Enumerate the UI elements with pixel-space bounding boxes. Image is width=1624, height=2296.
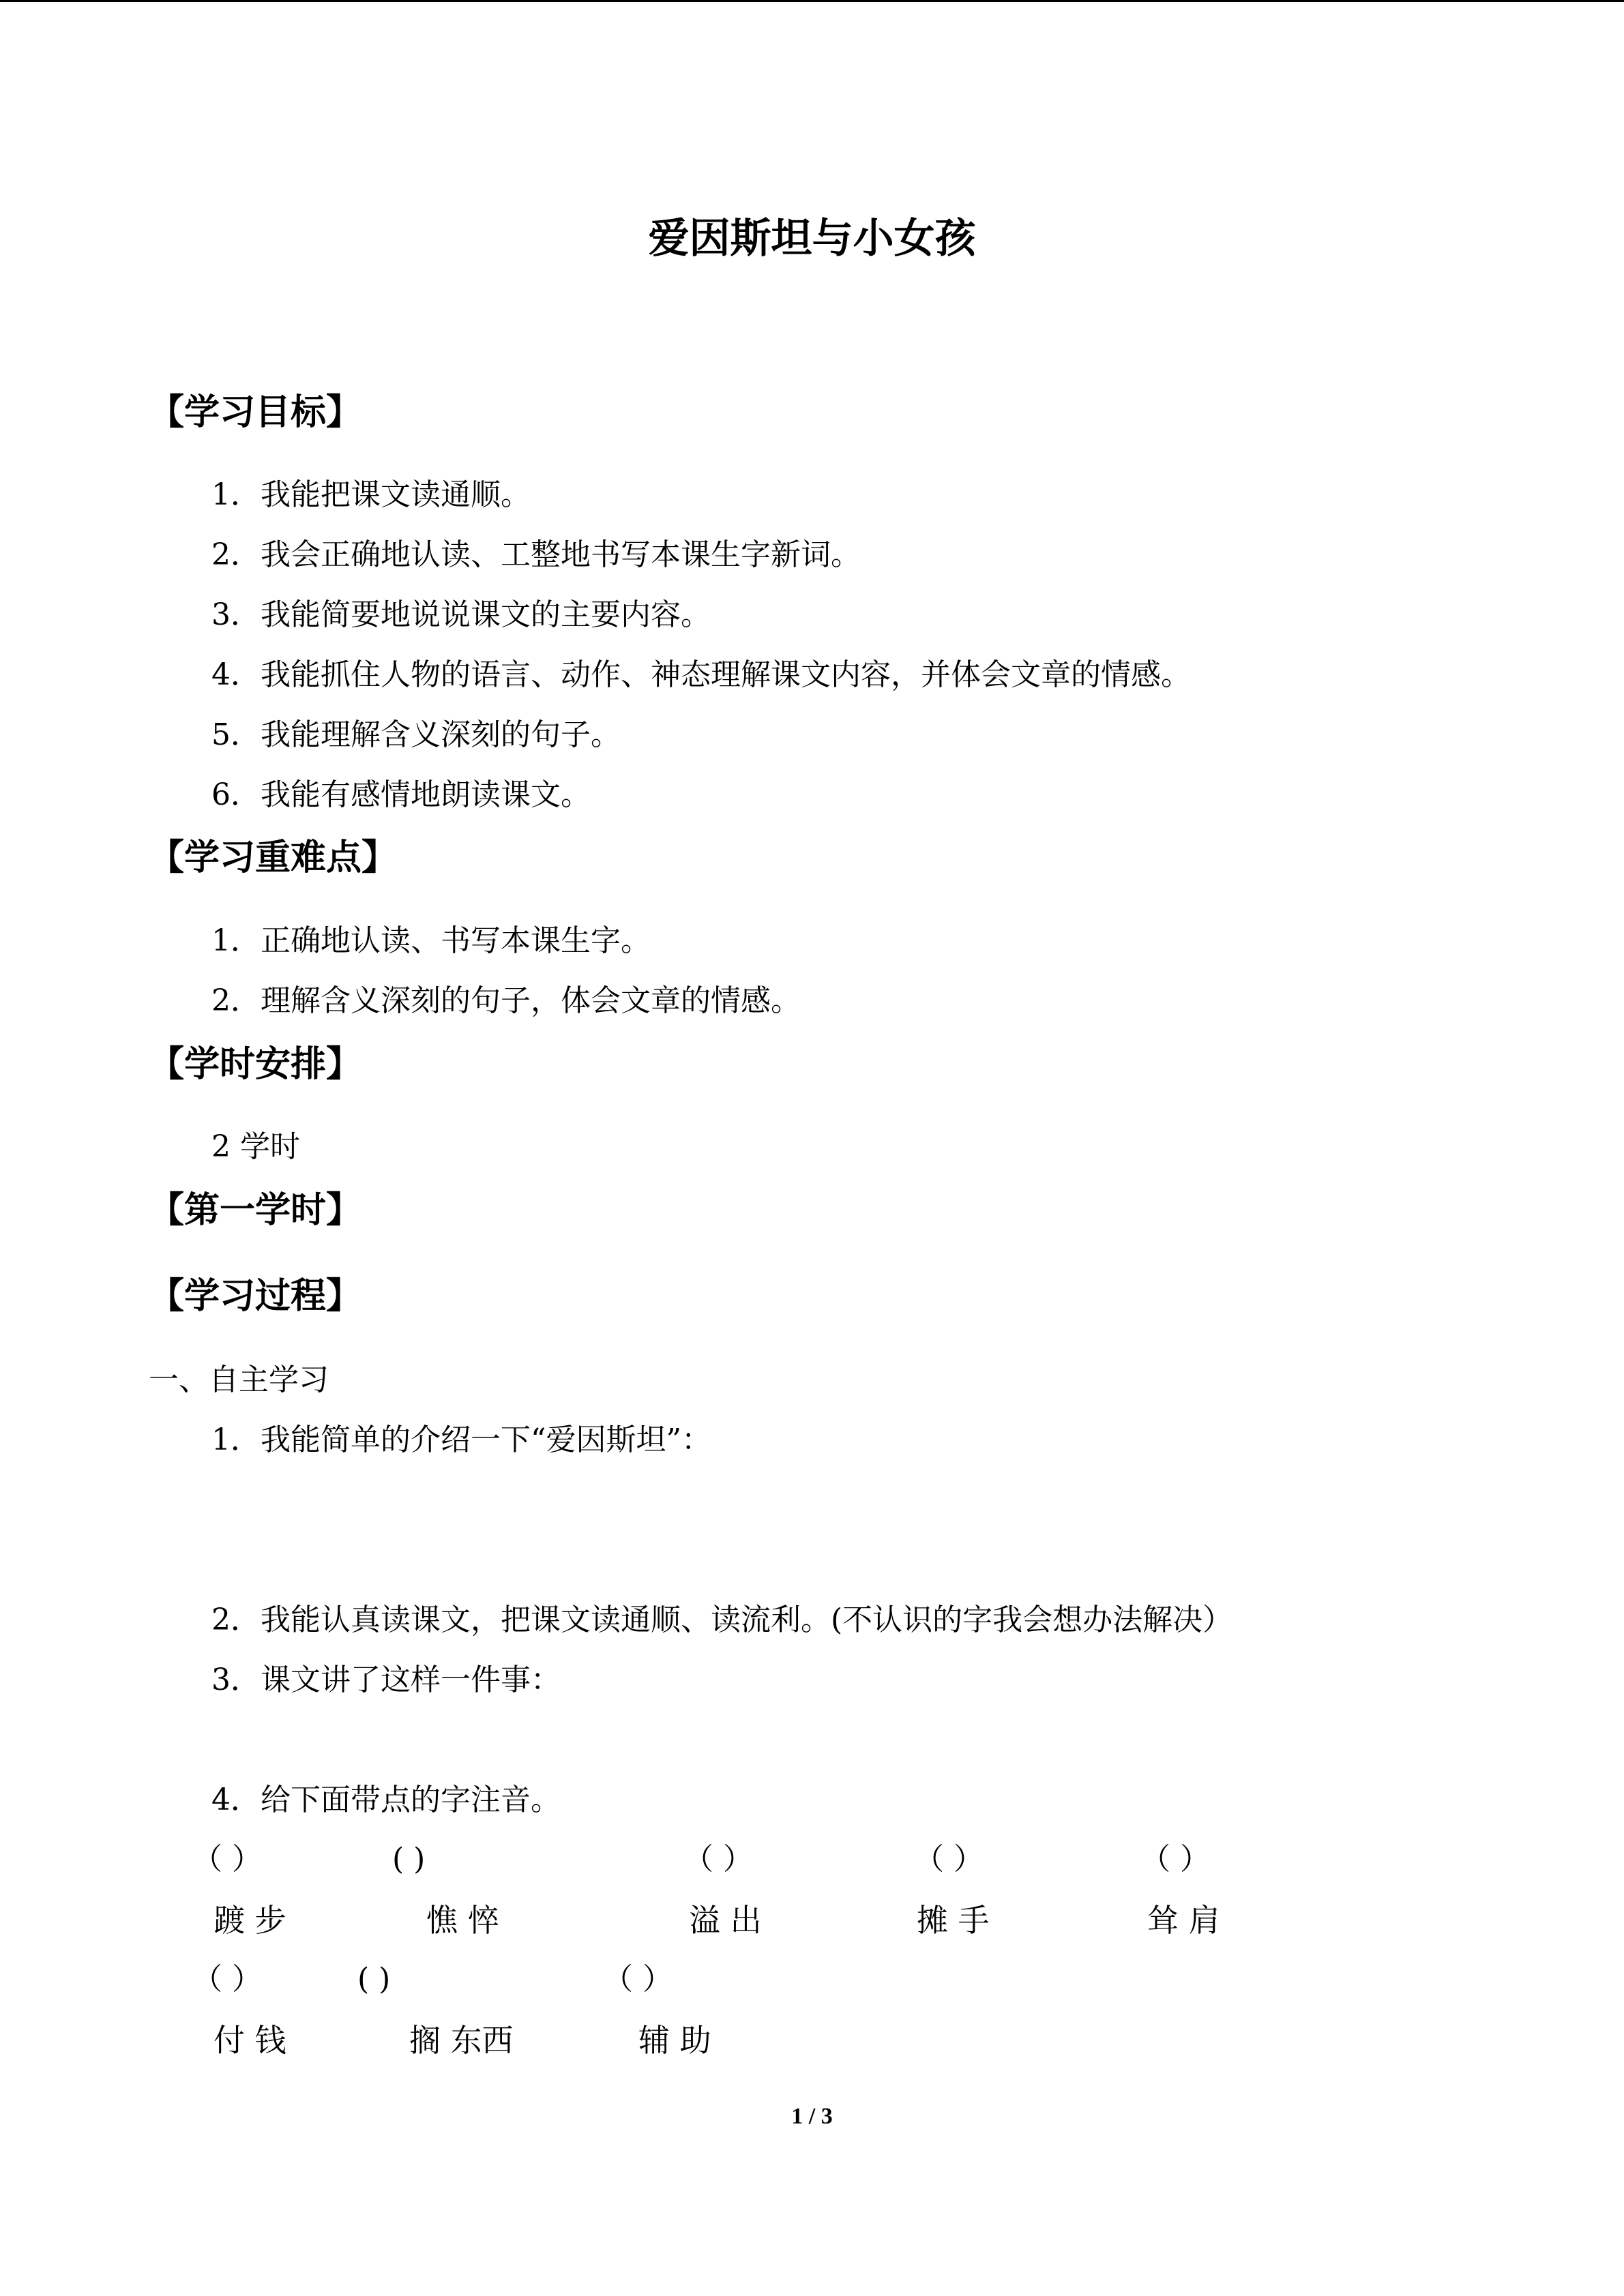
process-item: 4．给下面带点的字注音。 xyxy=(211,1783,561,1817)
objective-item: 5．我能理解含义深刻的句子。 xyxy=(211,717,621,752)
key-points-heading: 【学习重难点】 xyxy=(149,837,398,878)
first-lesson-heading: 【第一学时】 xyxy=(149,1189,362,1231)
self-study-section: 一、自主学习 xyxy=(149,1362,329,1397)
vocab-word: 溢 出 xyxy=(689,1902,762,1939)
objective-item: 3．我能简要地说说课文的主要内容。 xyxy=(211,597,711,632)
objective-item: 6．我能有感情地朗读课文。 xyxy=(211,777,591,812)
objective-item: 4．我能抓住人物的语言、动作、神态理解课文内容，并体会文章的情感。 xyxy=(211,657,1191,692)
process-item: 3．课文讲了这样一件事： xyxy=(211,1663,561,1697)
objective-item: 2．我会正确地认读、工整地书写本课生字新词。 xyxy=(211,537,861,572)
key-point-item: 1．正确地认读、书写本课生字。 xyxy=(211,923,651,958)
pinyin-blank[interactable]: （ ） xyxy=(603,1962,673,1997)
top-border-line xyxy=(0,0,1624,2)
vocab-word: 摊 手 xyxy=(917,1902,990,1939)
objectives-heading: 【学习目标】 xyxy=(149,391,362,433)
page-number: 1 / 3 xyxy=(791,2104,833,2129)
pinyin-blank[interactable]: ( ) xyxy=(357,1962,391,1997)
vocab-word: 搁 东西 xyxy=(409,2022,514,2059)
objective-item: 1．我能把课文读通顺。 xyxy=(211,477,531,512)
process-heading: 【学习过程】 xyxy=(149,1275,362,1317)
key-point-item: 2．理解含义深刻的句子，体会文章的情感。 xyxy=(211,983,801,1018)
pinyin-blank[interactable]: （ ） xyxy=(914,1842,984,1877)
pinyin-blank[interactable]: （ ） xyxy=(192,1842,262,1877)
vocab-word: 憔 悴 xyxy=(426,1902,499,1939)
pinyin-blank[interactable]: （ ） xyxy=(683,1842,753,1877)
process-item: 2．我能认真读课文，把课文读通顺、读流利。(不认识的字我会想办法解决） xyxy=(211,1602,1233,1637)
vocab-word: 辅 助 xyxy=(638,2022,711,2059)
schedule-text: 2 学时 xyxy=(211,1129,300,1164)
schedule-heading: 【学时安排】 xyxy=(149,1043,362,1085)
pinyin-blank[interactable]: （ ） xyxy=(1140,1842,1210,1877)
vocab-word: 踱 步 xyxy=(213,1902,286,1939)
pinyin-blank[interactable]: （ ） xyxy=(192,1962,262,1997)
pinyin-blank[interactable]: ( ) xyxy=(392,1842,426,1877)
document-title: 爱因斯坦与小女孩 xyxy=(648,215,976,263)
process-item: 1．我能简单的介绍一下“爱因斯坦”： xyxy=(211,1422,711,1457)
vocab-word: 付 钱 xyxy=(213,2022,286,2059)
vocab-word: 耸 肩 xyxy=(1147,1902,1220,1939)
